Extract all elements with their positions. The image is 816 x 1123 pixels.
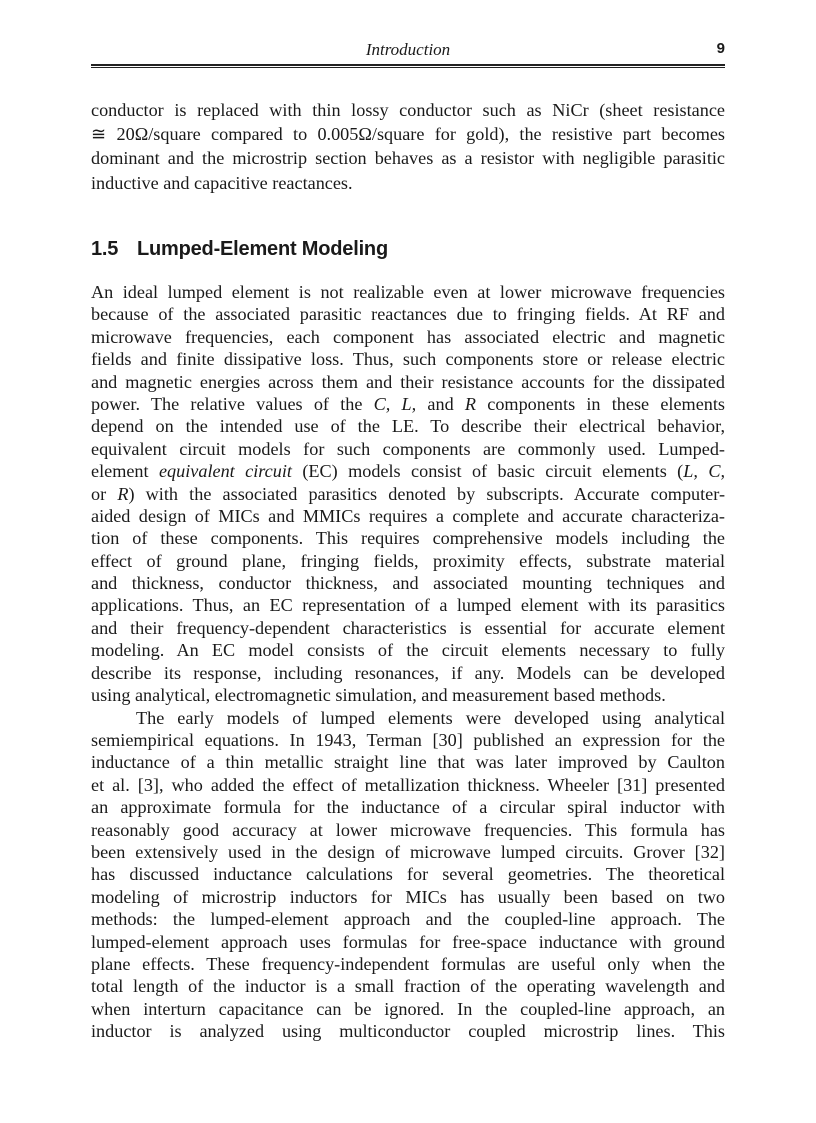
text-segment: modeling. An EC model consists of the circuit elements necessary to fully [91,640,725,661]
text-segment: power. The relative values of the [91,393,374,414]
italic-text: R [464,393,477,414]
text-line [91,505,725,527]
text-line [91,796,725,818]
text-line [91,98,725,122]
italic-text: equivalent circuit [158,461,292,482]
text-segment: dominant and the microstrip section behaves as a resistor with negligible parasitic [91,148,725,169]
text-segment: and [416,393,465,414]
page-number: 9 [716,40,725,57]
text-segment: semiempirical equations. In 1943, Terman [30] published an expression for the [91,729,725,750]
text-segment: inductive and capacitive reactances. [91,172,353,193]
text-segment: depend on the intended use of the LE. To describe their electrical behavior, [91,416,725,437]
paragraph-early-models [91,707,725,1043]
text-line [91,348,725,370]
text-line [91,527,725,549]
text-segment: or [91,483,118,504]
text-segment: because of the associated parasitic reactances due to fringing fields. At RF and [91,304,725,325]
text-line [91,684,725,706]
text-line [91,460,725,482]
header-rule [91,64,725,68]
text-segment: ≅ 20Ω/square compared to 0.005Ω/square for gold), the resistive part becomes [91,124,725,145]
paragraph-continued [91,98,725,195]
text-line [91,886,725,908]
text-line [91,326,725,348]
text-segment: and thickness, conductor thickness, and associated mounting techniques and [91,573,725,594]
text-segment: aided design of MICs and MMICs requires a complete and accurate characteriza- [91,505,725,526]
text-segment: inductor is analyzed using multiconductor coupled microstrip lines. This [91,1021,725,1042]
section-title: Lumped-Element Modeling [137,238,388,260]
running-title: Introduction [365,40,451,59]
text-line [91,122,725,146]
text-segment: tion of these components. This requires comprehensive models including the [91,528,725,549]
text-line [91,303,725,325]
text-line [91,483,725,505]
text-segment: lumped-element approach uses formulas for free-space inductance with ground [91,931,725,952]
text-line [91,841,725,863]
text-line [91,171,725,195]
text-line [91,146,725,170]
text-segment: microwave frequencies, each component has associated electric and magnetic [91,326,725,347]
text-line [91,662,725,684]
text-line [91,998,725,1020]
text-line [91,707,725,729]
text-segment: total length of the inductor is a small fraction of the operating wavelength and [91,976,725,997]
text-line [91,550,725,572]
text-line [91,281,725,303]
italic-text: L, C, [683,461,725,482]
text-line [91,774,725,796]
text-segment: conductor is replaced with thin lossy conductor such as NiCr (sheet resistance [91,100,725,120]
text-line [91,639,725,661]
text-line [91,594,725,616]
text-segment: describe its response, including resonances, if any. Models can be developed [91,662,725,683]
text-segment: The early models of lumped elements were developed using analytical [136,707,725,728]
text-line [91,751,725,773]
text-line [91,1020,725,1042]
text-segment: reasonably good accuracy at lower microwave frequencies. This formula has [91,819,725,840]
text-segment: an approximate formula for the inductance of a circular spiral inductor with [91,797,725,818]
text-line [91,819,725,841]
text-segment: plane effects. These frequency-independent formulas are useful only when the [91,953,725,974]
italic-text: C, L, [373,393,417,414]
text-segment: equivalent circuit models for such components are commonly used. Lumped- [91,438,725,459]
section-heading [91,238,388,261]
text-segment: An ideal lumped element is not realizable even at lower microwave frequencies [91,282,725,302]
text-segment: fields and finite dissipative loss. Thus, such components store or release electric [91,349,725,370]
text-segment: when interturn capacitance can be ignored. In the coupled-line approach, an [91,998,725,1019]
text-line [91,908,725,930]
text-segment: modeling of microstrip inductors for MICs has usually been based on two [91,886,725,907]
text-segment: element [91,461,159,482]
text-line [91,393,725,415]
text-segment: effect of ground plane, fringing fields, proximity effects, substrate material [91,550,725,571]
text-line [91,953,725,975]
italic-text: R [117,483,129,504]
text-line [91,438,725,460]
text-segment: and their frequency-dependent characteristics is essential for accurate element [91,617,725,638]
text-segment: been extensively used in the design of microwave lumped circuits. Grover [32] [91,841,725,862]
text-line [91,931,725,953]
text-line [91,863,725,885]
text-line [91,729,725,751]
text-segment: (EC) models consist of basic circuit elements ( [291,461,684,482]
section-number: 1.5 [91,238,119,260]
text-segment: and magnetic energies across them and their resistance accounts for the dissipated [91,371,725,392]
text-segment: inductance of a thin metallic straight line that was later improved by Caulton [91,752,725,773]
text-line [91,572,725,594]
text-segment: applications. Thus, an EC representation of a lumped element with its parasitics [91,595,725,616]
text-segment: using analytical, electromagnetic simulation, and measurement based methods. [91,685,666,706]
text-line [91,371,725,393]
paragraph-lumped-elements [91,281,725,706]
text-segment: components in these elements [476,393,725,414]
text-line [91,975,725,997]
text-segment: has discussed inductance calculations for several geometries. The theoretical [91,864,725,885]
text-segment: methods: the lumped-element approach and the coupled-line approach. The [91,909,725,930]
text-segment: ) with the associated parasitics denoted by subscripts. Accurate computer- [128,483,726,504]
text-line [91,617,725,639]
text-line [91,415,725,437]
text-segment: et al. [3], who added the effect of metallization thickness. Wheeler [31] presented [91,774,725,795]
